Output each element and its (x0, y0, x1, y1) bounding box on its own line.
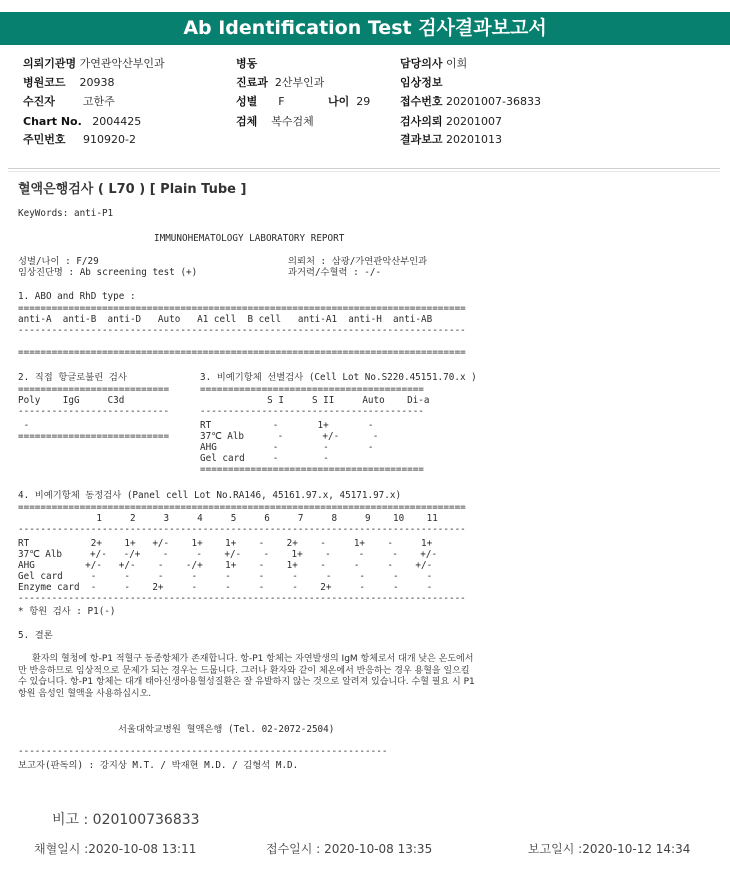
referral-line: 의뢰처 : 삼광/가연관악산부인과 (288, 256, 428, 267)
panel-row: RT 2+ 1+ +/- 1+ 1+ - 2+ - 1+ - 1+ (18, 538, 433, 549)
dept-label: 진료과 (236, 76, 268, 89)
dat-section-title: 2. 직접 항글로불린 검사 (18, 372, 127, 383)
header-divider (8, 168, 720, 169)
screen-rule-top: ======================================== (200, 384, 424, 395)
panel-row: 37℃ Alb +/- -/+ - - +/- - 1+ - - - +/- (18, 549, 438, 560)
resident-no-row (23, 133, 136, 147)
conclusion-text: 환자의 혈청에 항-P1 적혈구 동종항체가 존재합니다. 항-P1 항체는 자연발생의 IgM 항체로서 대개 낮은 온도에서만 반응하므로 임상적으로 문제가 되는 경우는 드뭅니다. 그러나 환자와 같이 체온에서 반응하는 경우 용혈을 일으킬 수 있습니다. 항-P1 항체는 대개 태아신생아용혈성질환은 잘 유발하지 않는 것으로 알려져 있습니다. 수혈 필요 시 P1 항원 음성인 혈액을 사용하십시오. (18, 654, 475, 699)
sex-row (236, 95, 285, 109)
dat-headers: Poly IgG C3d (18, 395, 125, 406)
screen-rule-mid: ---------------------------------------- (200, 406, 424, 417)
age-value: 29 (356, 95, 371, 108)
patient-label: 수진자 (23, 95, 55, 108)
collect-time-row (34, 840, 196, 857)
panel-headers: 1 2 3 4 5 6 7 8 9 10 11 (18, 513, 438, 524)
ward-row (236, 57, 257, 71)
abo-section-title: 1. ABO and RhD type : (18, 291, 136, 302)
receipt-time-label: 접수일시 : (266, 842, 321, 856)
sex-age-line: 성별/나이 : F/29 (18, 256, 99, 267)
patient-row (23, 95, 115, 109)
screen-rule-bottom: ======================================== (200, 464, 424, 475)
sex-label: 성별 (236, 95, 258, 108)
keywords: KeyWords: anti-P1 (18, 208, 114, 219)
receipt-no-row (400, 95, 541, 109)
doctor-value: 이희 (446, 57, 468, 70)
receipt-time-row (266, 840, 432, 857)
history-line: 과거력/수혈력 : -/- (288, 267, 382, 278)
hospital-code-row (23, 76, 115, 90)
specimen-label: 검체 (236, 115, 258, 128)
lab-report (18, 208, 488, 773)
footer-rule: ------------------------------------------------------------------ (18, 746, 388, 757)
hospital-code-value: 20938 (79, 76, 115, 89)
receipt-no-label: 접수번호 (400, 95, 443, 108)
institution-label: 의뢰기관명 (23, 57, 77, 70)
dat-rule-top: =========================== (18, 384, 170, 395)
specimen-row (236, 115, 314, 129)
abo-headers: anti-A anti-B anti-D Auto A1 cell B cell anti-A1 anti-H anti-AB (18, 314, 433, 325)
panel-row: Enzyme card - - 2+ - - - - 2+ - - - (18, 582, 433, 593)
chart-no-row (23, 115, 141, 129)
remark-row (52, 809, 200, 829)
screen-row: RT - 1+ - (200, 420, 374, 431)
doctor-row (400, 57, 467, 71)
header-divider-shadow (8, 171, 720, 172)
dept-value: 2산부인과 (274, 76, 325, 89)
resident-no-value: 910920-2 (83, 133, 136, 146)
panel-row: Gel card - - - - - - - - - - - (18, 571, 433, 582)
hospital-code-label: 병원코드 (23, 76, 66, 89)
request-label: 검사의뢰 (400, 115, 443, 128)
reporter-line: 보고자(판독의) : 강지상 M.T. / 박재현 M.D. / 김형석 M.D. (18, 760, 299, 771)
screen-headers: S I S II Auto Di-a (200, 395, 430, 406)
abo-rule-mid: -------------------------------------------------------------------------------- (18, 325, 466, 336)
chart-no-value: 2004425 (92, 115, 142, 128)
antigen-line: * 항원 검사 : P1(-) (18, 606, 116, 617)
screen-section-title: 3. 비예기항체 선별검사 (Cell Lot No.S220.45151.70.x ) (200, 372, 477, 383)
diagnosis-line: 임상진단명 : Ab screening test (+) (18, 267, 198, 278)
blood-bank-line: 서울대학교병원 혈액은행 (Tel. 02-2072-2504) (118, 724, 335, 735)
report-title-bar (0, 12, 730, 45)
ward-label: 병동 (236, 57, 258, 70)
report-date-value: 20201013 (446, 133, 503, 146)
sex-value: F (278, 95, 285, 108)
dept-row (236, 76, 324, 90)
receipt-no-value: 20201007-36833 (446, 95, 541, 108)
panel-rule-bottom: -------------------------------------------------------------------------------- (18, 593, 466, 604)
collect-time-label: 채혈일시 : (34, 842, 89, 856)
resident-no-label: 주민번호 (23, 133, 66, 146)
screen-row: Gel card - - (200, 453, 329, 464)
report-time-value: 2020-10-12 14:34 (582, 842, 691, 856)
chart-no-label: Chart No. (23, 115, 82, 128)
patient-value: 고한주 (82, 95, 115, 108)
request-row (400, 115, 502, 129)
age-label: 나이 (328, 95, 350, 108)
panel-rule-top: ================================================================================ (18, 502, 466, 513)
screen-row: AHG - - - (200, 442, 374, 453)
report-time-row (528, 840, 690, 857)
lab-report-title: IMMUNOHEMATOLOGY LABORATORY REPORT (154, 233, 345, 244)
collect-time-value: 2020-10-08 13:11 (88, 842, 197, 856)
panel-row: AHG +/- +/- - -/+ 1+ - 1+ - - - +/- (18, 560, 433, 571)
request-value: 20201007 (446, 115, 503, 128)
screen-row: 37℃ Alb - +/- - (200, 431, 379, 442)
panel-section-title: 4. 비예기항체 동정검사 (Panel cell Lot No.RA146, 45161.97.x, 45171.97.x) (18, 490, 402, 501)
section-title: 혈액은행검사 ( L70 ) [ Plain Tube ] (18, 182, 247, 197)
report-time-label: 보고일시 : (528, 842, 583, 856)
abo-rule-bottom: ================================================================================ (18, 347, 466, 358)
dat-rule-mid: --------------------------- (18, 406, 170, 417)
institution-row (23, 57, 165, 71)
receipt-time-value: 2020-10-08 13:35 (324, 842, 433, 856)
doctor-label: 담당의사 (400, 57, 443, 70)
age-row (328, 95, 370, 109)
clinical-info-row (400, 76, 443, 90)
report-title: Ab Identification Test 검사결과보고서 (183, 17, 547, 39)
dat-rule-bottom: =========================== (18, 431, 170, 442)
panel-rule-mid: -------------------------------------------------------------------------------- (18, 524, 466, 535)
dat-values: - (18, 420, 30, 431)
remark-value: 020100736833 (92, 812, 200, 828)
conclusion-title: 5. 결론 (18, 630, 53, 641)
institution-value: 가연관악산부인과 (79, 57, 165, 70)
report-date-row (400, 133, 502, 147)
remark-label: 비고 : (52, 812, 89, 828)
report-date-label: 결과보고 (400, 133, 443, 146)
specimen-value: 복수검체 (271, 115, 314, 128)
abo-rule-top: ================================================================================ (18, 303, 466, 314)
clinical-info-label: 임상정보 (400, 76, 443, 89)
